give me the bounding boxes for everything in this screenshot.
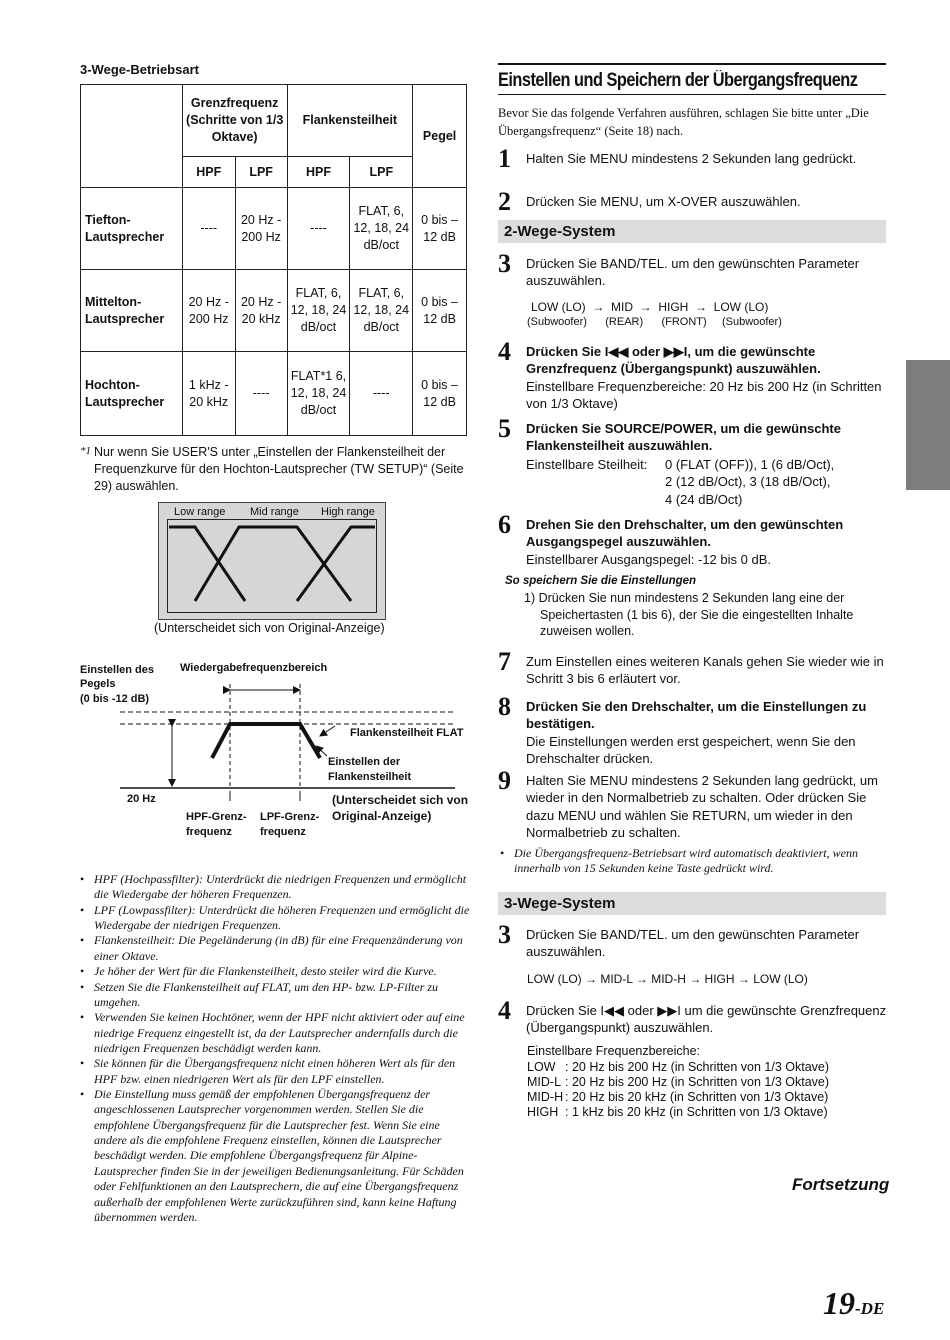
range-key: LOW bbox=[527, 1060, 556, 1074]
step-number: 9 bbox=[498, 766, 511, 795]
lpf-line: LPF-Grenz- bbox=[260, 811, 320, 823]
step-text bbox=[526, 516, 898, 568]
header-lpf: LPF bbox=[350, 157, 413, 188]
text: oder bbox=[624, 1003, 658, 1018]
table-row bbox=[81, 270, 467, 352]
steilheit-values bbox=[665, 456, 834, 508]
range-value: : 20 Hz bis 20 kHz (in Schritten von 1/3 Oktave) bbox=[565, 1090, 829, 1104]
table-cell: ---- bbox=[182, 188, 235, 270]
step-number: 5 bbox=[498, 414, 511, 443]
list-item: • Je höher der Wert für die Flankensteilheit, desto steiler wird die Kurve. bbox=[78, 964, 470, 979]
text: , um X-OVER auszuwählen. bbox=[638, 194, 801, 209]
page-title: Einstellen und Speichern der Übergangsfrequenz bbox=[498, 70, 858, 91]
table-corner bbox=[81, 85, 183, 188]
range-key: HIGH bbox=[527, 1105, 559, 1119]
list-item: • Setzen Sie die Flankensteilheit auf FLAT, um den HP- bzw. LP-Filter zu umgehen. bbox=[78, 980, 470, 1011]
table-cell: ---- bbox=[235, 352, 287, 436]
range-value: : 20 Hz bis 200 Hz (in Schritten von 1/3 Oktave) bbox=[565, 1060, 830, 1074]
page-number bbox=[823, 1285, 884, 1322]
key-source-power: SOURCE/POWER bbox=[604, 421, 714, 436]
list-item bbox=[527, 1075, 829, 1090]
header-lpf: LPF bbox=[235, 157, 287, 188]
save-text-body: 1) Drücken Sie nun mindestens 2 Sekunden lang eine der Speichertasten (1 bis 6), der Sie die eingestellten Inhalte zuweisen wollen. bbox=[524, 591, 854, 639]
ranges-list bbox=[527, 1060, 829, 1120]
text: Drücken Sie bbox=[526, 1003, 601, 1018]
text: , um die gewünschte Grenzfrequenz (Übergangspunkt) auszuwählen. bbox=[526, 344, 821, 377]
text: mindestens 2 Sekunden lang gedrückt, um wieder in den Normalbetrieb zu schalten. Oder drücken Sie dazu bbox=[526, 773, 878, 823]
value-line: 4 (24 dB/Oct) bbox=[665, 491, 743, 507]
20hz-label: 20 Hz bbox=[127, 793, 156, 805]
fortsetzung-label: Fortsetzung bbox=[792, 1175, 890, 1194]
text: Drehen Sie den bbox=[526, 517, 625, 532]
step-1 bbox=[498, 144, 898, 173]
table-row bbox=[81, 188, 467, 270]
step-4 bbox=[498, 337, 898, 412]
key-drehschalter: Drehschalter bbox=[631, 699, 711, 714]
list-item: • HPF (Hochpassfilter): Unterdrückt die niedrigen Frequenzen und ermöglicht die Wiedergabe der höheren Frequenzen. bbox=[78, 872, 470, 903]
text: , um die Einstellungen zu bestätigen. bbox=[526, 699, 867, 732]
text: Drücken Sie bbox=[526, 927, 601, 942]
list-item bbox=[527, 1105, 829, 1120]
table-row bbox=[81, 352, 467, 436]
page-number-value: 19 bbox=[823, 1285, 855, 1321]
save-title: So speichern Sie die Einstellungen bbox=[505, 575, 697, 587]
intro-text: Bevor Sie das folgende Verfahren ausführen, schlagen Sie bitte unter „Die Übergangsfrequenz“ (Seite 18) nach. bbox=[498, 106, 869, 139]
einstellen-line: Flankensteilheit bbox=[328, 770, 412, 783]
step-9 bbox=[498, 766, 898, 841]
flat-label: Flankensteilheit FLAT bbox=[350, 727, 464, 739]
value-line: 2 (12 dB/Oct), 3 (18 dB/Oct), bbox=[665, 474, 831, 490]
step-2 bbox=[498, 187, 898, 216]
page-suffix: -DE bbox=[855, 1299, 885, 1318]
display-illustration bbox=[158, 502, 386, 620]
key-menu: MENU bbox=[557, 807, 597, 823]
step-3-three-way bbox=[498, 920, 898, 961]
text: Halten Sie bbox=[526, 773, 590, 788]
prev-track-icon: I◀◀ bbox=[600, 1003, 625, 1018]
table-cell: ---- bbox=[287, 188, 350, 270]
table-cell: FLAT, 6, 12, 18, 24 dB/oct bbox=[350, 188, 413, 270]
text: oder bbox=[628, 344, 664, 359]
step-note: Einstellbare Frequenzbereiche: 20 Hz bis 200 Hz (in Schritten von 1/3 Oktave) bbox=[526, 378, 882, 411]
list-item: • Verwenden Sie keinen Hochtöner, wenn der HPF nicht aktiviert oder auf eine niedrige Frequenz eingestellt ist, da der Lautsprecher andernfalls durch die niedrigen Frequenzen beschädigt werden kann. bbox=[78, 1010, 470, 1056]
step-number: 4 bbox=[498, 996, 511, 1025]
key-band-tel: BAND/TEL. bbox=[600, 256, 668, 271]
pegel-label-line: Einstellen des bbox=[80, 664, 154, 676]
range-value: : 1 kHz bis 20 kHz (in Schritten von 1/3 Oktave) bbox=[565, 1105, 828, 1119]
step-number: 7 bbox=[498, 647, 511, 676]
table-cell: 0 bis –12 dB bbox=[413, 352, 467, 436]
table-cell: FLAT, 6, 12, 18, 24 dB/oct bbox=[287, 270, 350, 352]
text: um die gewünschte Grenzfrequenz (Übergangspunkt) auszuwählen. bbox=[526, 1003, 887, 1036]
low-range-label: Low range bbox=[174, 506, 226, 518]
text: Halten Sie bbox=[526, 151, 590, 166]
step-note: Die Einstellungen werden erst gespeichert, wenn Sie den Drehschalter drücken. bbox=[526, 733, 856, 766]
header-pegel: Pegel bbox=[413, 85, 467, 188]
step-text bbox=[526, 343, 898, 412]
step-number: 3 bbox=[498, 920, 511, 949]
table-cell: 20 Hz - 200 Hz bbox=[235, 188, 287, 270]
step-3 bbox=[498, 249, 898, 290]
section-2-wege: 2-Wege-System bbox=[498, 220, 886, 243]
range-value: : 20 Hz bis 200 Hz (in Schritten von 1/3 Oktave) bbox=[565, 1075, 830, 1089]
step-number: 6 bbox=[498, 510, 511, 539]
lpf-line: frequenz bbox=[260, 825, 306, 838]
header-hpf: HPF bbox=[182, 157, 235, 188]
pegel-label-line: (0 bis -12 dB) bbox=[80, 692, 150, 705]
table-cell: FLAT*1 6, 12, 18, 24 dB/oct bbox=[287, 352, 350, 436]
step-number: 3 bbox=[498, 249, 511, 278]
sequence-2wege: LOW (LO) → MID → HIGH → LOW (LO) bbox=[531, 300, 769, 314]
list-item: • Flankensteilheit: Die Pegeländerung (in dB) für eine Frequenzänderung von einer Oktave. bbox=[78, 933, 470, 964]
footnote-mark: *1 bbox=[80, 445, 91, 457]
key-band-tel: BAND/TEL. bbox=[600, 927, 668, 942]
table-cell: 0 bis –12 dB bbox=[413, 270, 467, 352]
key-drehschalter: Drehschalter bbox=[624, 517, 704, 532]
notes-list bbox=[78, 872, 470, 1225]
diagram-note-line: Original-Anzeige) bbox=[332, 809, 432, 824]
text: Drücken Sie bbox=[526, 256, 601, 271]
header-flankensteilheit: Flankensteilheit bbox=[287, 85, 413, 157]
list-item bbox=[527, 1090, 829, 1105]
text: , um den gewünschten Ausgangspegel auszuwählen. bbox=[526, 517, 844, 550]
text: um den gewünschten Parameter auszuwählen. bbox=[526, 256, 860, 289]
footnote bbox=[80, 444, 470, 495]
key-menu: MENU bbox=[600, 194, 639, 209]
step-number: 4 bbox=[498, 337, 511, 366]
next-track-icon: ▶▶I bbox=[663, 344, 688, 359]
prev-track-icon: I◀◀ bbox=[604, 344, 629, 359]
step-6 bbox=[498, 510, 898, 568]
step-number: 2 bbox=[498, 187, 511, 216]
sequence-3wege: LOW (LO) → MID-L → MID-H → HIGH → LOW (LO) bbox=[527, 972, 808, 986]
step-text bbox=[526, 926, 898, 961]
step-note: Einstellbarer Ausgangspegel: -12 bis 0 dB. bbox=[526, 551, 771, 567]
range-key: MID-H bbox=[527, 1090, 564, 1104]
step-text bbox=[526, 1002, 898, 1037]
heading-rule-bottom bbox=[498, 94, 886, 95]
table-cell: ---- bbox=[350, 352, 413, 436]
diagram-note-line: (Unterscheidet sich von bbox=[332, 793, 469, 807]
footnote-text: Nur wenn Sie USER'S unter „Einstellen der Flankensteilheit der Frequenzkurve für den Hochton-Lautsprecher (TW SETUP)“ (Seite 29) auswählen. bbox=[94, 445, 464, 493]
pegel-label-line: Pegels bbox=[80, 678, 116, 691]
hpf-line: HPF-Grenz- bbox=[186, 811, 247, 823]
mid-range-label: Mid range bbox=[250, 506, 299, 518]
key-menu: MENU bbox=[589, 773, 628, 788]
diagram-note bbox=[332, 792, 468, 824]
crossover-curves bbox=[167, 519, 377, 613]
table-cell: 0 bis –12 dB bbox=[413, 188, 467, 270]
step-text: Zum Einstellen eines weiteren Kanals gehen Sie wieder wie in Schritt 3 bis 6 erläutert vor. bbox=[526, 654, 884, 687]
sequence-2wege-sub: (Subwoofer) (REAR) (FRONT) (Subwoofer) bbox=[527, 316, 782, 328]
text: Drücken Sie bbox=[526, 421, 605, 436]
wiedergabe-label: Wiedergabefrequenzbereich bbox=[180, 662, 328, 674]
table-cell: 20 Hz - 20 kHz bbox=[235, 270, 287, 352]
spec-table bbox=[80, 84, 467, 436]
text: , um die gewünschte Flankensteilheit auszuwählen. bbox=[526, 421, 841, 454]
table-title: 3-Wege-Betriebsart bbox=[80, 62, 199, 77]
step-7 bbox=[498, 647, 898, 688]
step-8 bbox=[498, 692, 898, 767]
save-text bbox=[524, 590, 884, 640]
text: Drücken Sie bbox=[526, 194, 601, 209]
key-menu: MENU bbox=[589, 151, 628, 166]
value-line: 0 (FLAT (OFF)), 1 (6 dB/Oct), bbox=[665, 457, 835, 472]
table-cell: 1 kHz - 20 kHz bbox=[182, 352, 235, 436]
list-item: • Die Übergangsfrequenz-Betriebsart wird automatisch deaktiviert, wenn innerhalb von 15 Sekunden keine Taste gedrückt wird. bbox=[498, 846, 890, 877]
text: Drücken Sie bbox=[526, 344, 605, 359]
text: Drücken Sie den bbox=[526, 699, 632, 714]
list-item: • Die Einstellung muss gemäß der empfohlenen Übergangsfrequenz der angeschlossenen Lautsprecher vorgenommen werden. Stellen Sie die empfohlene Übergangsfrequenz für die Lautsprecher fest. Wenn Sie eine andere als die empfohlene Frequenz einstellen, können die Lautsprecher beschädigt werden. Die empfohlene Übergangsfrequenz für Alpine-Lautsprecher finden Sie in der jeweiligen Bedienungsanleitung. Für Schäden oder Fehlfunktionen an den Lautsprechern, die auf eine Übergangsfrequenz außerhalb der empfohlenen Werte zurückzuführen sind, kann keine Haftung übernommen werden. bbox=[78, 1087, 470, 1225]
step-text bbox=[526, 772, 898, 841]
list-item: • Sie können für die Übergangsfrequenz nicht einen höheren Wert als für den HPF bzw. einen niedrigeren Wert als für den LPF einstellen. bbox=[78, 1056, 470, 1087]
heading-rule-top bbox=[498, 63, 886, 65]
text: und wählen Sie RETURN, um wieder in den Normalbetrieb zu schalten. bbox=[526, 807, 853, 840]
step-4-three-way bbox=[498, 996, 898, 1037]
text: um den gewünschten Parameter auszuwählen. bbox=[526, 927, 860, 960]
step-text bbox=[526, 255, 898, 290]
side-tab bbox=[906, 360, 950, 490]
einstellen-line: Einstellen der bbox=[328, 756, 401, 768]
row-label: Mittelton-Lautsprecher bbox=[81, 270, 183, 352]
step-number: 1 bbox=[498, 144, 511, 173]
step-number: 8 bbox=[498, 692, 511, 721]
step-5 bbox=[498, 414, 898, 455]
text: mindestens 2 Sekunden lang gedrückt. bbox=[627, 151, 857, 166]
list-item bbox=[527, 1060, 829, 1075]
step-text bbox=[526, 420, 898, 455]
display-caption: (Unterscheidet sich von Original-Anzeige) bbox=[154, 621, 385, 635]
next-track-icon: ▶▶I bbox=[657, 1003, 681, 1018]
header-hpf: HPF bbox=[287, 157, 350, 188]
section-3-wege: 3-Wege-System bbox=[498, 892, 886, 915]
ranges-title: Einstellbare Frequenzbereiche: bbox=[527, 1044, 701, 1058]
list-item: • LPF (Lowpassfilter): Unterdrückt die höheren Frequenzen und ermöglicht die Wiedergabe der niedrigen Frequenzen. bbox=[78, 903, 470, 934]
range-key: MID-L bbox=[527, 1075, 562, 1089]
step-text bbox=[526, 193, 898, 210]
step-text bbox=[526, 150, 898, 167]
einstellen-label bbox=[328, 755, 411, 785]
steilheit-label: Einstellbare Steilheit: bbox=[526, 457, 648, 472]
hpf-line: frequenz bbox=[186, 825, 232, 838]
header-grenzfrequenz: Grenzfrequenz (Schritte von 1/3 Oktave) bbox=[182, 85, 287, 157]
lpf-grenz-label bbox=[260, 810, 319, 840]
step-text bbox=[526, 698, 898, 767]
auto-note bbox=[498, 846, 890, 877]
row-label: Hochton-Lautsprecher bbox=[81, 352, 183, 436]
high-range-label: High range bbox=[321, 506, 375, 518]
hpf-grenz-label bbox=[186, 810, 247, 840]
row-label: Tiefton-Lautsprecher bbox=[81, 188, 183, 270]
table-cell: FLAT, 6, 12, 18, 24 dB/oct bbox=[350, 270, 413, 352]
table-cell: 20 Hz - 200 Hz bbox=[182, 270, 235, 352]
